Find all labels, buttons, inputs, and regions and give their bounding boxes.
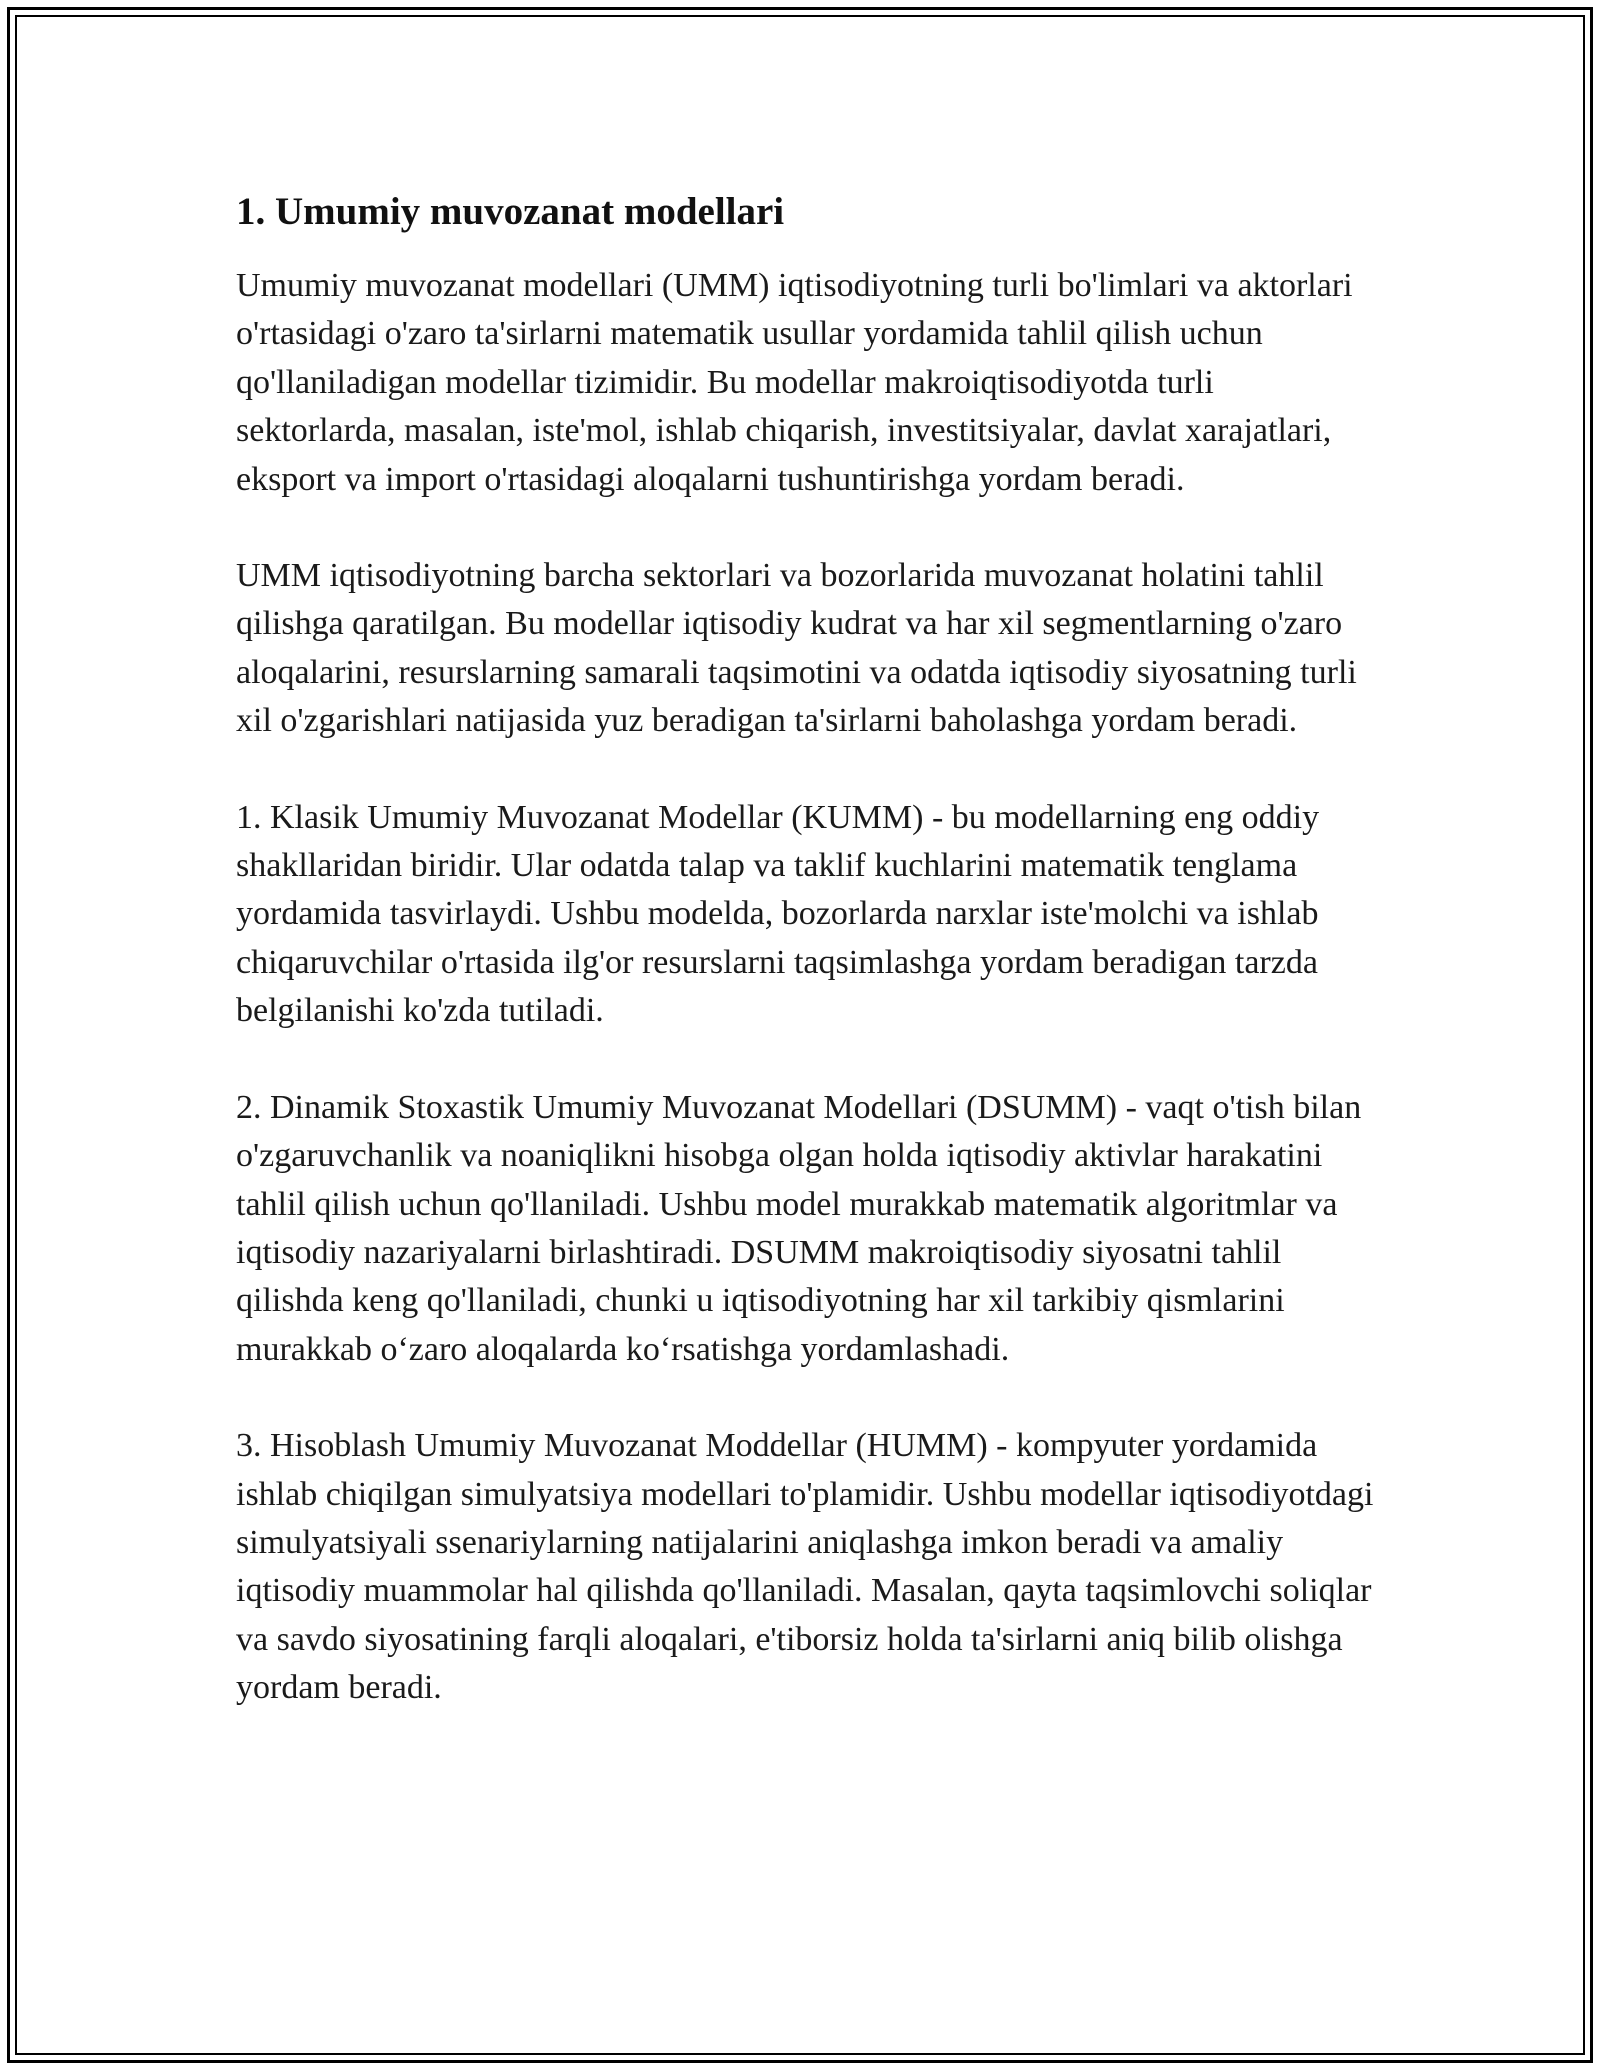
document-body bbox=[236, 188, 1376, 1761]
paragraph-intro: Umumiy muvozanat modellari (UMM) iqtisodiyotning turli bo'limlari va aktorlari o'rtasidagi o'zaro ta'sirlarni matematik usullar yordamida tahlil qilish uchun qo'llaniladigan modellar tizimidir. Bu modellar makroiqtisodiyotda turli sektorlarda, masalan, iste'mol, ishlab chiqarish, investitsiyalar, davlat xarajatlari, eksport va import o'rtasidagi aloqalarni tushuntirishga yordam beradi. bbox=[236, 267, 1353, 498]
paragraph-humm: 3. Hisoblash Umumiy Muvozanat Moddellar (HUMM) - kompyuter yordamida ishlab chiqilgan simulyatsiya modellari to'plamidir. Ushbu modellar iqtisodiyotdagi simulyatsiyali ssenariylarning natijalarini aniqlashga imkon beradi va amaliy iqtisodiy muammolar hal qilishda qo'llaniladi. Masalan, qayta taqsimlovchi soliqlar va savdo siyosatining farqli aloqalari, e'tiborsiz holda ta'sirlarni aniq bilib olishga yordam beradi. bbox=[236, 1427, 1374, 1707]
paragraph-dsumm: 2. Dinamik Stoxastik Umumiy Muvozanat Modellari (DSUMM) - vaqt o'tish bilan o'zgaruvchanlik va noaniqlikni hisobga olgan holda iqtisodiy aktivlar harakatini tahlil qilish uchun qo'llaniladi. Ushbu model murakkab matematik algoritmlar va iqtisodiy nazariyalarni birlashtiradi. DSUMM makroiqtisodiy siyosatni tahlil qilishda keng qo'llaniladi, chunki u iqtisodiyotning har xil tarkibiy qismlarini murakkab o‘zaro aloqalarda ko‘rsatishga yordamlashadi. bbox=[236, 1088, 1362, 1368]
paragraph-umm-purpose: UMM iqtisodiyotning barcha sektorlari va bozorlarida muvozanat holatini tahlil qilishga qaratilgan. Bu modellar iqtisodiy kudrat va har xil segmentlarning o'zaro aloqalarini, resurslarning samarali taqsimotini va odatda iqtisodiy siyosatning turli xil o'zgarishlari natijasida yuz beradigan ta'sirlarni baholashga yordam beradi. bbox=[236, 557, 1357, 740]
paragraph-kumm: 1. Klasik Umumiy Muvozanat Modellar (KUMM) - bu modellarning eng oddiy shakllaridan biridir. Ular odatda talap va taklif kuchlarini matematik tenglama yordamida tasvirlaydi. Ushbu modelda, bozorlarda narxlar iste'molchi va ishlab chiqaruvchilar o'rtasida ilg'or resurslarni taqsimlashga yordam beradigan tarzda belgilanishi ko'zda tutiladi. bbox=[236, 798, 1320, 1030]
section-heading: 1. Umumiy muvozanat modellari bbox=[236, 190, 785, 233]
